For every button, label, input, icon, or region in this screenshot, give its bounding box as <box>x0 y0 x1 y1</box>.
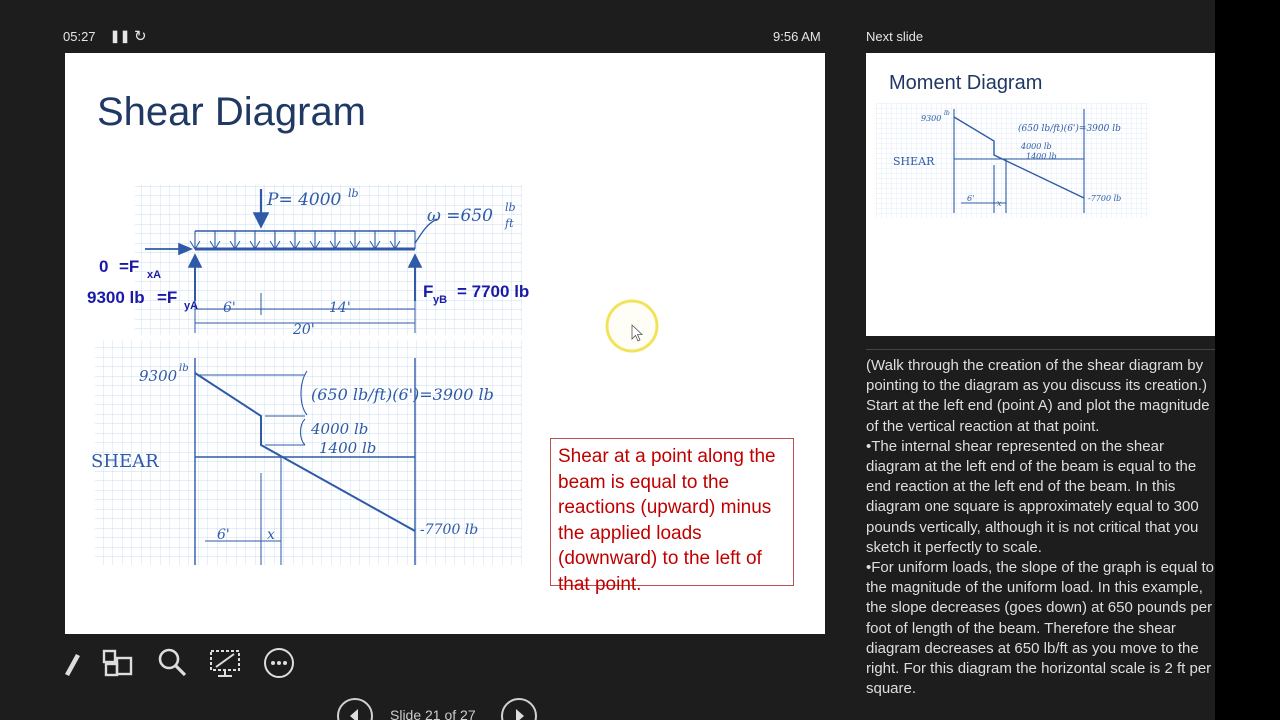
next-slide-label: Next slide <box>866 29 924 44</box>
screen-options-button[interactable] <box>208 646 242 680</box>
distributed-load-unit-num: lb <box>505 201 516 214</box>
reaction-ya-subscript: yA <box>184 300 199 312</box>
thumb-dim-6: 6' <box>967 194 975 203</box>
shear-top-value: 9300 <box>139 367 178 385</box>
more-options-button[interactable] <box>262 646 296 680</box>
previous-slide-button[interactable] <box>337 698 373 720</box>
callout-box: Shear at a point along the beam is equal to the reactions (upward) minus the applied loads (downward) to the left of that point. <box>550 438 794 586</box>
thumb-shear-label: SHEAR <box>893 155 935 168</box>
reaction-x-value: 0 <box>99 257 109 276</box>
thumb-equation: (650 lb/ft)(6')=3900 lb <box>1018 124 1121 134</box>
shear-top-unit: lb <box>179 363 189 374</box>
shear-bottom-value: -7700 lb <box>420 522 479 538</box>
see-all-slides-button[interactable] <box>101 646 135 680</box>
distributed-load-label: ω =650 <box>427 206 493 226</box>
notes-paragraph: Start at the left end (point A) and plot the magnitude of the vertical reaction at that point. <box>866 397 1210 435</box>
slide-counter: Slide 21 of 27 <box>390 707 476 720</box>
chevron-right-icon <box>503 700 535 720</box>
point-load-label: P= 4000 <box>267 190 342 210</box>
dimension-20ft: 20' <box>293 322 315 338</box>
current-slide[interactable] <box>65 53 825 634</box>
left-edge <box>0 0 65 720</box>
reaction-yb-value: = 7700 lb <box>457 282 530 301</box>
thumb-shear-top: 9300 <box>921 114 942 123</box>
slide-title: Shear Diagram <box>97 90 367 134</box>
right-edge <box>1215 0 1280 720</box>
reaction-ya-label: =F <box>157 288 178 307</box>
reaction-yb-subscript: yB <box>433 294 448 306</box>
zoom-icon <box>155 646 189 680</box>
chevron-left-icon <box>339 700 371 720</box>
next-slide-title: Moment Diagram <box>889 72 1043 94</box>
zoom-button[interactable] <box>155 646 189 680</box>
dimension-14ft: 14' <box>329 300 351 316</box>
dimension-6ft: 6' <box>223 300 236 316</box>
shear-step-1400: 1400 lb <box>319 439 377 457</box>
restart-timer-icon[interactable]: ↻ <box>134 28 147 45</box>
thumb-shear-bottom: -7700 lb <box>1088 194 1122 203</box>
distributed-load-unit-den: ft <box>505 217 514 230</box>
thumb-step-1400: 1400 lb <box>1026 152 1057 161</box>
clock: 9:56 AM <box>773 29 821 44</box>
bottom-dimension-x: x <box>267 527 275 543</box>
notes-paragraph: •For uniform loads, the slope of the graph is equal to the magnitude of the uniform load. In this example, the slope decreases (goes down) at 650 pounds per foot of length of the beam. Therefore the shear diagram decreases at 650 lb/ft as you move to the right. For this diagram the horizontal scale is 2 ft per square. <box>866 559 1214 698</box>
bottom-dimension-6ft: 6' <box>217 527 230 543</box>
notes-paragraph: •The internal shear represented on the shear diagram at the left end of the beam is equal to the end reaction at the left end of the beam. In this diagram one square is approximately equal to 300 pounds vertically, although it is not critical that you sketch it perfectly to scale. <box>866 437 1199 556</box>
shear-equation: (650 lb/ft)(6')=3900 lb <box>311 385 494 404</box>
more-options-icon <box>262 646 296 680</box>
pause-icon[interactable]: ❚❚ <box>110 29 131 43</box>
next-slide-preview[interactable] <box>866 53 1215 336</box>
presentation-timer: 05:27 <box>63 29 96 44</box>
pen-icon <box>60 646 94 680</box>
reaction-x-subscript: xA <box>147 269 162 281</box>
shear-axis-label: SHEAR <box>91 451 159 472</box>
reaction-x-label: =F <box>119 257 140 276</box>
point-load-unit: lb <box>348 187 359 200</box>
next-slide-button[interactable] <box>501 698 537 720</box>
thumb-step-4000: 4000 lb <box>1021 142 1052 151</box>
notes-divider <box>866 349 1215 350</box>
screen-options-icon <box>208 646 242 680</box>
thumb-shear-top-unit: lb <box>944 110 950 117</box>
reaction-yb-label: F <box>423 282 434 301</box>
pen-tool-button[interactable] <box>60 646 94 680</box>
next-slide-diagram <box>866 53 1215 336</box>
reaction-ya-value: 9300 lb <box>87 288 145 307</box>
thumb-dim-x: x <box>997 199 1002 208</box>
speaker-notes[interactable] <box>866 356 1218 720</box>
notes-paragraph: (Walk through the creation of the shear diagram by pointing to the diagram as you discuss its creation.) <box>866 357 1208 395</box>
shear-step-4000: 4000 lb <box>311 420 369 438</box>
see-all-slides-icon <box>101 646 135 680</box>
